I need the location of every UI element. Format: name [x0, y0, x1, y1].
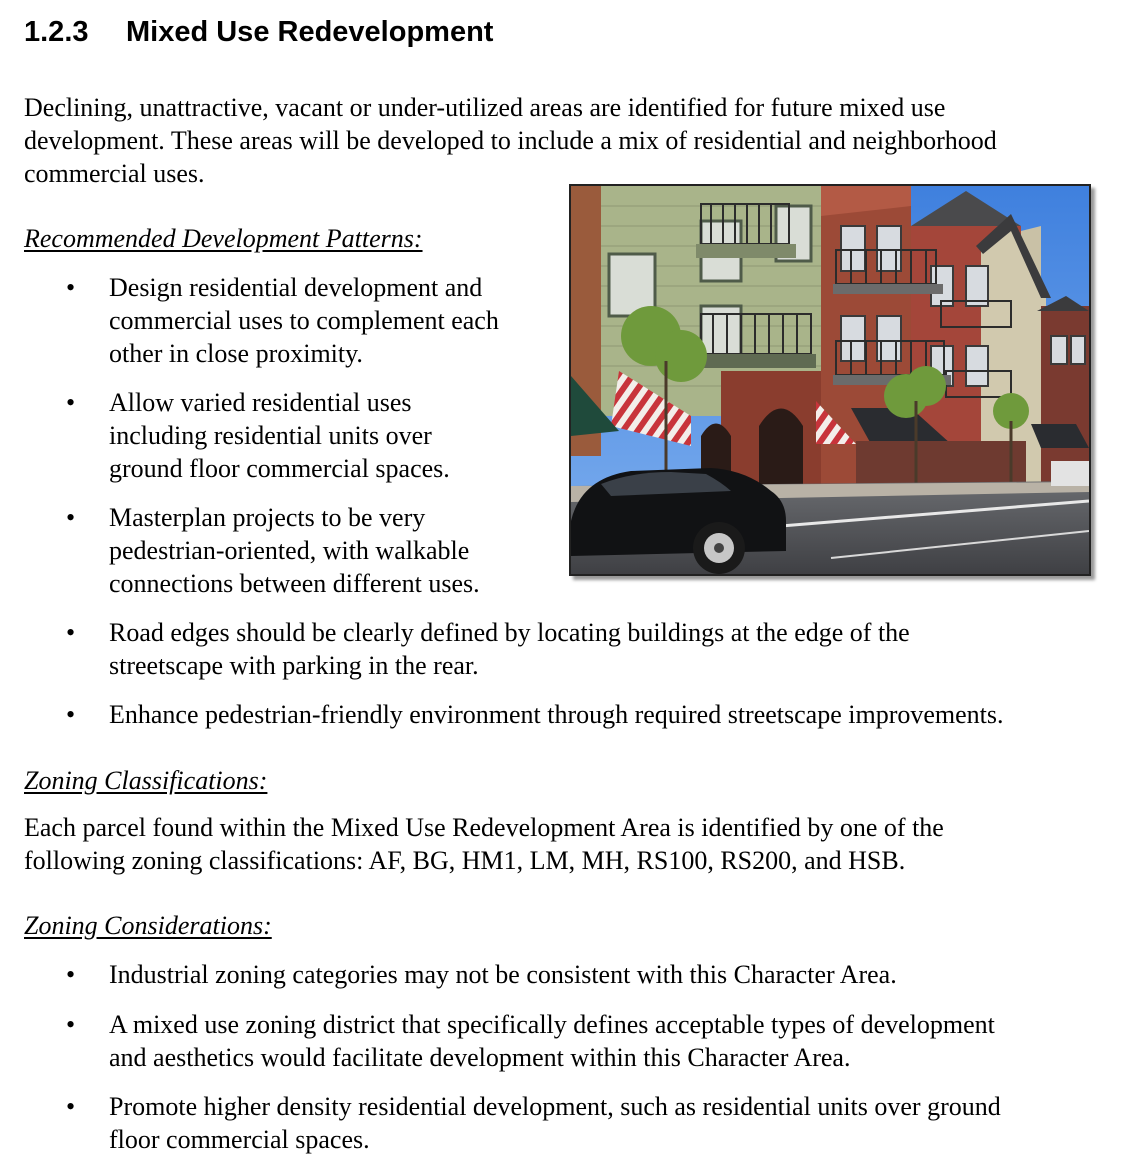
bullet-line: including residential units over — [109, 421, 432, 450]
bullet-marker: • — [66, 700, 76, 729]
bullet-line: Allow varied residential uses — [109, 388, 412, 417]
bullet-line: Road edges should be clearly defined by locating buildings at the edge of the — [109, 618, 910, 647]
bullet-line: A mixed use zoning district that specifically defines acceptable types of development — [109, 1010, 995, 1039]
classifications-line: Each parcel found within the Mixed Use Redevelopment Area is identified by one of the — [24, 813, 944, 842]
bullet-line: and aesthetics would facilitate development within this Character Area. — [109, 1043, 851, 1072]
bullet-line: Enhance pedestrian-friendly environment through required streetscape improvements. — [109, 700, 1004, 729]
classifications-paragraph — [24, 811, 944, 877]
bullet-text — [109, 698, 1004, 731]
bullet-line: Design residential development and — [109, 273, 483, 302]
bullet-marker: • — [66, 960, 76, 989]
patterns-heading: Recommended Development Patterns: — [24, 224, 423, 253]
classifications-line: following zoning classifications: AF, BG, HM1, LM, MH, RS100, RS200, and HSB. — [24, 846, 906, 875]
bullet-text — [109, 958, 897, 991]
bullet-text — [109, 271, 499, 370]
bullet-line: pedestrian-oriented, with walkable — [109, 536, 470, 565]
street-photo — [569, 184, 1091, 576]
bullet-text — [109, 1090, 1001, 1156]
bullet-line: other in close proximity. — [109, 339, 363, 368]
bullet-marker: • — [66, 503, 76, 532]
bullet-marker: • — [66, 1010, 76, 1039]
bullet-text — [109, 501, 480, 600]
bullet-line: floor commercial spaces. — [109, 1125, 370, 1154]
bullet-line: streetscape with parking in the rear. — [109, 651, 479, 680]
bullet-line: connections between different uses. — [109, 569, 480, 598]
section-number: 1.2.3 — [24, 16, 89, 48]
intro-line: Declining, unattractive, vacant or under-utilized areas are identified for future mixed use — [24, 93, 946, 122]
bullet-line: commercial uses to complement each — [109, 306, 499, 335]
bullet-marker: • — [66, 273, 76, 302]
section-heading — [24, 14, 493, 50]
bullet-text — [109, 386, 450, 485]
bullet-text — [109, 616, 910, 682]
bullet-line: ground floor commercial spaces. — [109, 454, 450, 483]
classifications-heading: Zoning Classifications: — [24, 766, 268, 795]
section-title: Mixed Use Redevelopment — [126, 16, 494, 48]
bullet-line: Masterplan projects to be very — [109, 503, 426, 532]
bullet-line: Promote higher density residential development, such as residential units over ground — [109, 1092, 1001, 1121]
bullet-marker: • — [66, 388, 76, 417]
bullet-line: Industrial zoning categories may not be consistent with this Character Area. — [109, 960, 897, 989]
bullet-marker: • — [66, 618, 76, 647]
intro-paragraph — [24, 91, 997, 190]
considerations-heading: Zoning Considerations: — [24, 911, 272, 940]
intro-line: commercial uses. — [24, 159, 205, 188]
bullet-marker: • — [66, 1092, 76, 1121]
bullet-text — [109, 1008, 995, 1074]
intro-line: development. These areas will be developed to include a mix of residential and neighborhood — [24, 126, 997, 155]
